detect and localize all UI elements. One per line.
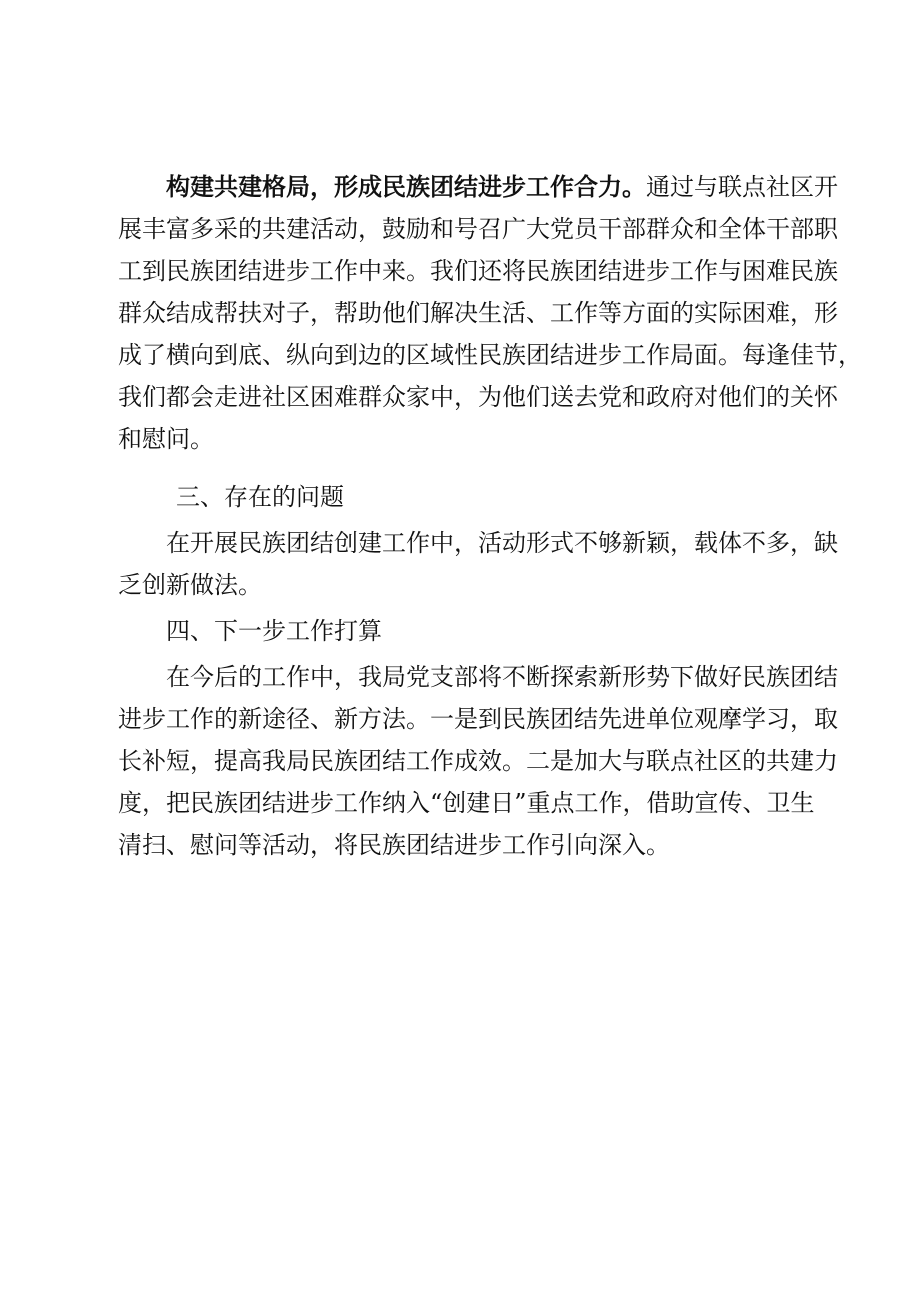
paragraph-line: 乏创新做法。 <box>118 571 262 599</box>
paragraph-line: 展丰富多采的共建活动，鼓励和号召广大党员干部群众和全体干部职 <box>118 215 838 243</box>
paragraph-line: 清扫、慰问等活动，将民族团结进步工作引向深入。 <box>118 831 670 859</box>
paragraph-line: 在今后的工作中，我局党支部将不断探索新形势下做好民族团结 <box>166 663 838 691</box>
paragraph-line: 和慰问。 <box>118 425 214 453</box>
paragraph-line <box>166 170 838 204</box>
paragraph-text: 通过与联点社区开 <box>646 173 838 201</box>
paragraph-line: 在开展民族团结创建工作中，活动形式不够新颖，载体不多，缺 <box>166 529 838 557</box>
paragraph-line: 长补短，提高我局民族团结工作成效。二是加大与联点社区的共建力 <box>118 747 838 775</box>
paragraph-line: 工到民族团结进步工作中来。我们还将民族团结进步工作与困难民族 <box>118 257 838 285</box>
section-heading: 三、存在的问题 <box>176 483 344 511</box>
section-heading: 四、下一步工作打算 <box>166 617 382 645</box>
paragraph-line: 度，把民族团结进步工作纳入“创建日”重点工作，借助宣传、卫生 <box>118 789 815 817</box>
paragraph-line: 成了横向到底、纵向到边的区域性民族团结进步工作局面。每逢佳节， <box>118 341 862 369</box>
paragraph-line: 我们都会走进社区困难群众家中，为他们送去党和政府对他们的关怀 <box>118 383 838 411</box>
paragraph-line: 群众结成帮扶对子，帮助他们解决生活、工作等方面的实际困难，形 <box>118 299 838 327</box>
bold-lead-sentence: 构建共建格局，形成民族团结进步工作合力。 <box>166 173 646 201</box>
paragraph-line: 进步工作的新途径、新方法。一是到民族团结先进单位观摩学习，取 <box>118 705 838 733</box>
